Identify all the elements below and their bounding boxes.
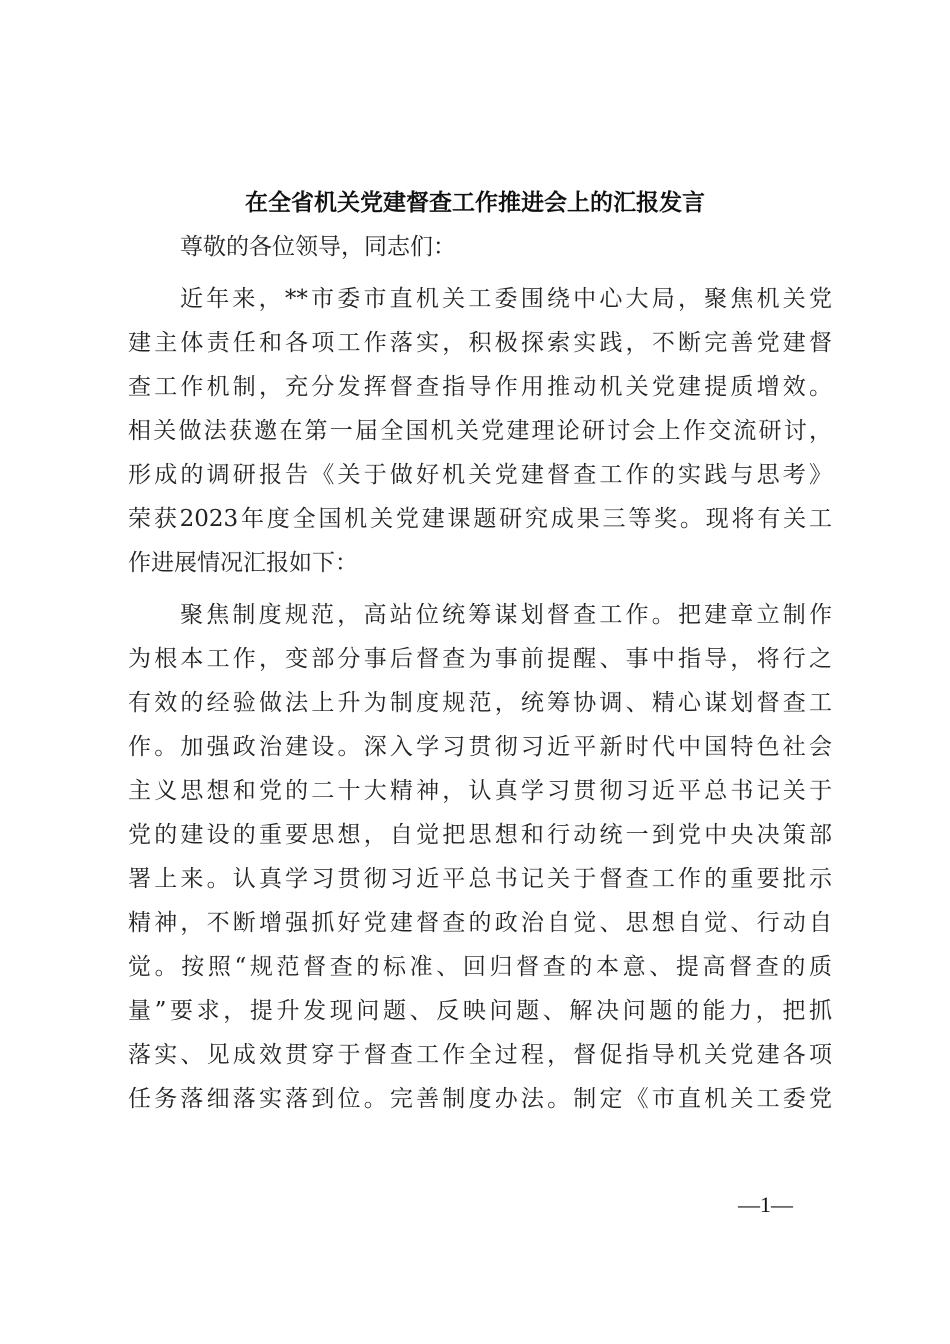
text-line: 荣获2023年度全国机关党建课题研究成果三等奖。现将有关工 <box>128 506 832 532</box>
paragraph <box>128 593 832 1121</box>
text-line: 尊敬的各位领导，同志们： <box>180 234 456 260</box>
text-line: 形成的调研报告《关于做好机关党建督查工作的实践与思考》 <box>128 462 832 488</box>
text-line: 相关做法获邀在第一届全国机关党建理论研讨会上作交流研讨， <box>128 418 832 444</box>
text-line: 聚焦制度规范，高站位统筹谋划督查工作。把建章立制作 <box>180 602 832 628</box>
text-line: 作进展情况汇报如下： <box>128 550 358 576</box>
document-body <box>128 225 832 1121</box>
text-line: 作。加强政治建设。深入学习贯彻习近平新时代中国特色社会 <box>128 734 832 760</box>
text-line: 精神，不断增强抓好党建督查的政治自觉、思想自觉、行动自 <box>128 910 832 936</box>
paragraph <box>128 225 832 269</box>
document-title: 在全省机关党建督查工作推进会上的汇报发言 <box>245 189 705 216</box>
text-line: 查工作机制，充分发挥督查指导作用推动机关党建提质增效。 <box>128 374 832 400</box>
text-line: 落实、见成效贯穿于督查工作全过程，督促指导机关党建各项 <box>128 1042 832 1068</box>
text-line: 近年来，**市委市直机关工委围绕中心大局，聚焦机关党 <box>180 286 832 312</box>
paragraph <box>128 277 832 585</box>
text-line: 为根本工作，变部分事后督查为事前提醒、事中指导，将行之 <box>128 646 832 672</box>
text-line: 任务落细落实落到位。完善制度办法。制定《市直机关工委党 <box>128 1086 832 1112</box>
text-line: 党的建设的重要思想，自觉把思想和行动统一到党中央决策部 <box>128 822 832 848</box>
text-line: 觉。按照“规范督查的标准、回归督查的本意、提高督查的质 <box>128 954 832 980</box>
text-line: 建主体责任和各项工作落实，积极探索实践，不断完善党建督 <box>128 330 832 356</box>
page-number: —1— <box>738 1192 793 1217</box>
text-line: 主义思想和党的二十大精神，认真学习贯彻习近平总书记关于 <box>128 778 832 804</box>
text-line: 署上来。认真学习贯彻习近平总书记关于督查工作的重要批示 <box>128 866 832 892</box>
text-line: 有效的经验做法上升为制度规范，统筹协调、精心谋划督查工 <box>128 690 832 716</box>
text-line: 量”要求，提升发现问题、反映问题、解决问题的能力，把抓 <box>128 998 832 1024</box>
